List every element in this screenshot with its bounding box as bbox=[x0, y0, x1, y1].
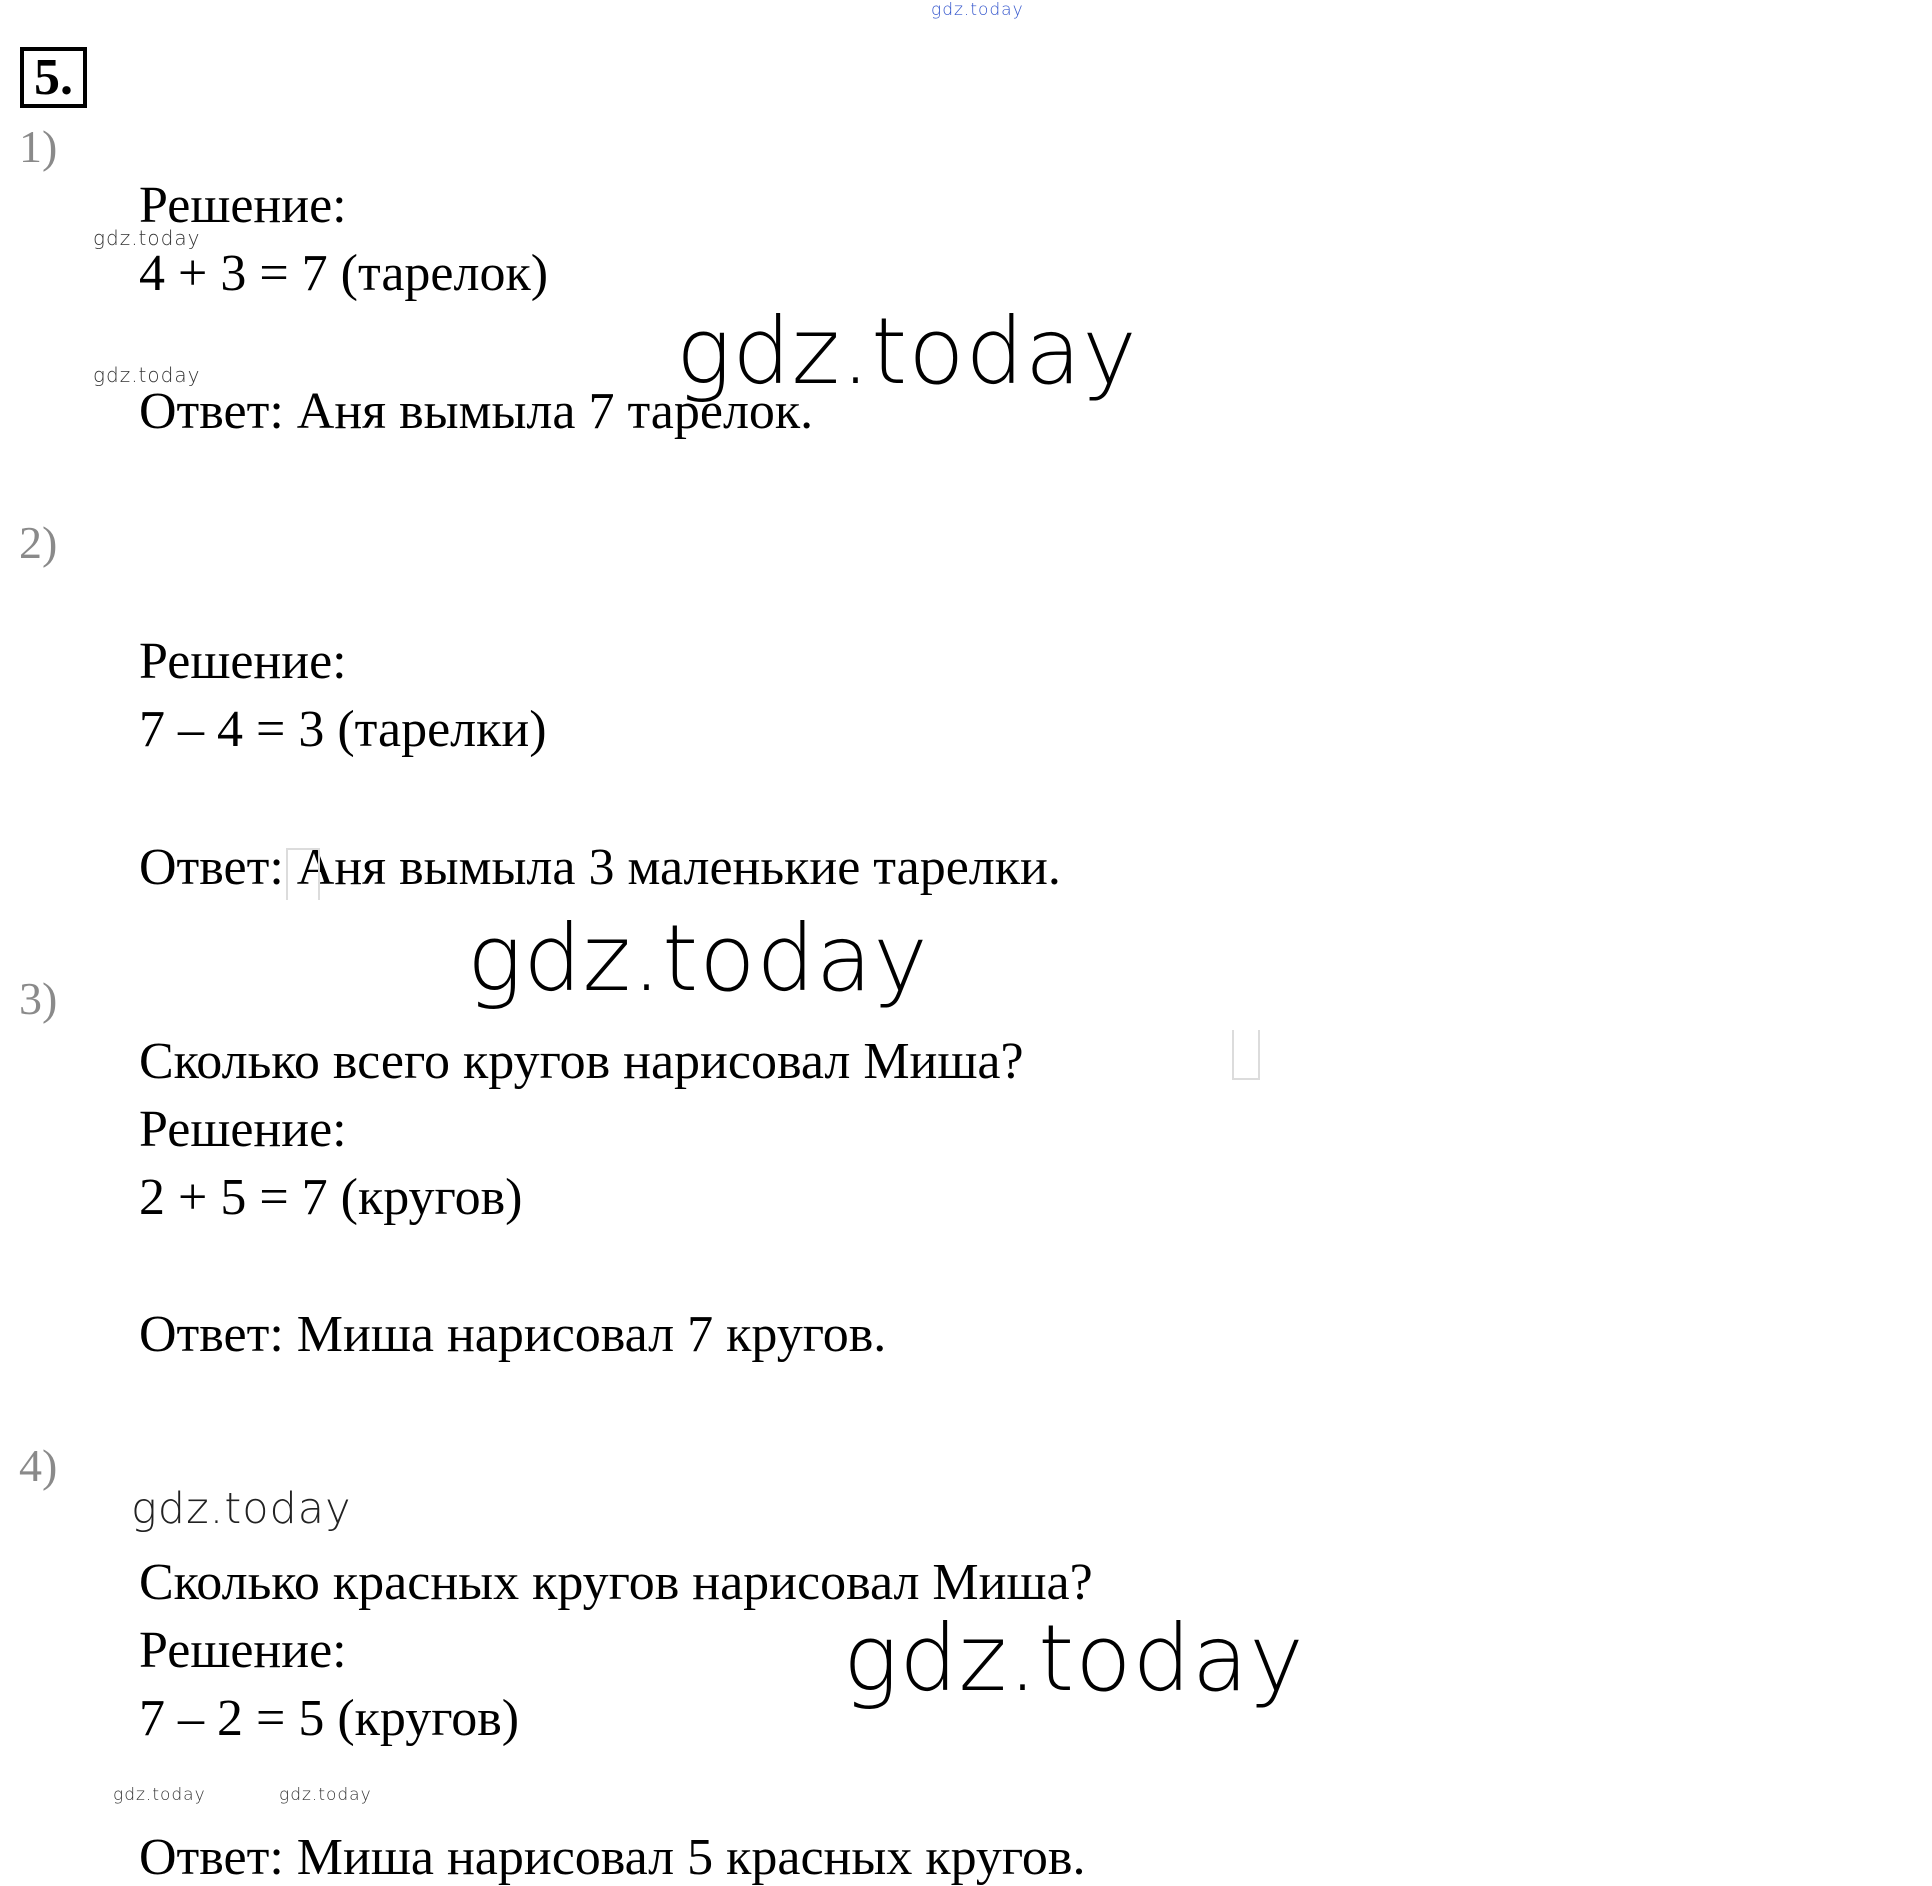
watermark-small: gdz.today bbox=[93, 226, 201, 250]
item-4-answer: Ответ: Миша нарисовал 5 красных кругов. bbox=[139, 1829, 1086, 1886]
item-1-equation: 4 + 3 = 7 (тарелок) bbox=[139, 245, 549, 302]
watermark-small: gdz.today bbox=[93, 363, 201, 387]
item-2-answer: Ответ: Аня вымыла 3 маленькие тарелки. bbox=[139, 839, 1061, 896]
item-1-solution-label: Решение: bbox=[139, 177, 347, 234]
watermark-medium: gdz.today bbox=[131, 1484, 352, 1534]
watermark-small: gdz.today bbox=[279, 1785, 372, 1805]
item-4-question: Сколько красных кругов нарисовал Миша? bbox=[139, 1554, 1093, 1611]
ghost-mark bbox=[1232, 1030, 1260, 1080]
watermark-small: gdz.today bbox=[113, 1785, 206, 1805]
watermark-top: gdz.today bbox=[931, 0, 1024, 20]
item-4-number: 4) bbox=[19, 1440, 58, 1491]
ghost-mark bbox=[286, 848, 320, 900]
item-3-question: Сколько всего кругов нарисовал Миша? bbox=[139, 1033, 1024, 1090]
item-4-solution-label: Решение: bbox=[139, 1622, 347, 1679]
task-number: 5. bbox=[20, 47, 87, 108]
item-2-equation: 7 – 4 = 3 (тарелки) bbox=[139, 701, 547, 758]
watermark-large: gdz.today bbox=[843, 1605, 1305, 1712]
item-3-equation: 2 + 5 = 7 (кругов) bbox=[139, 1169, 523, 1226]
item-3-answer: Ответ: Миша нарисовал 7 кругов. bbox=[139, 1306, 887, 1363]
watermark-large: gdz.today bbox=[467, 905, 929, 1012]
item-4-equation: 7 – 2 = 5 (кругов) bbox=[139, 1690, 520, 1747]
item-3-number: 3) bbox=[19, 973, 58, 1024]
item-2-solution-label: Решение: bbox=[139, 633, 347, 690]
item-3-solution-label: Решение: bbox=[139, 1101, 347, 1158]
item-1-answer: Ответ: Аня вымыла 7 тарелок. bbox=[139, 383, 814, 440]
item-2-number: 2) bbox=[19, 517, 58, 568]
watermark-large: gdz.today bbox=[676, 298, 1138, 405]
item-1-number: 1) bbox=[19, 121, 58, 172]
